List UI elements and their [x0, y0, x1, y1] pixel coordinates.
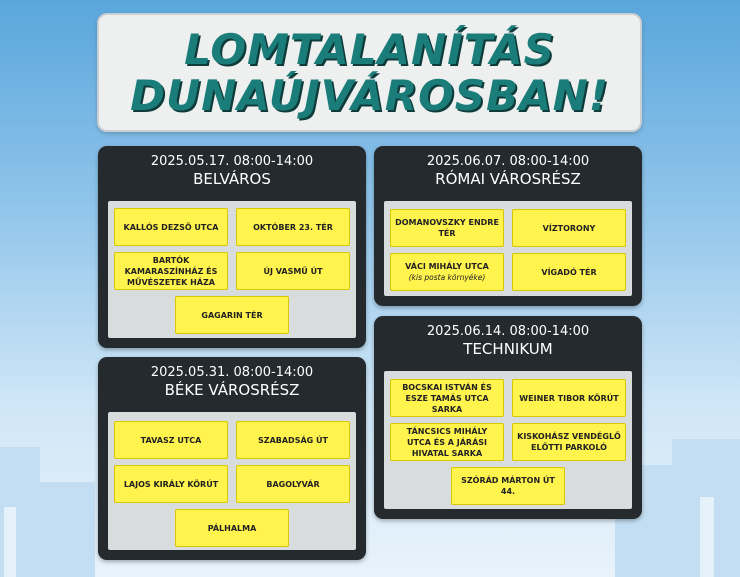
location-tile [390, 253, 504, 291]
location-tile: BOCSKAI ISTVÁN ÉS ESZE TAMÁS UTCA SARKA [390, 379, 504, 417]
panel-district-name: BÉKE VÁROSRÉSZ [164, 381, 300, 399]
location-tile: VÍZTORONY [512, 209, 626, 247]
location-tile: BARTÓK KAMARASZÍNHÁZ ÉS MŰVÉSZETEK HÁZA [114, 252, 228, 290]
panel-district-name: TECHNIKUM [463, 340, 553, 358]
location-tile: TAVASZ UTCA [114, 421, 228, 459]
location-tile: LAJOS KIRÁLY KÖRÚT [114, 465, 228, 503]
title-banner [97, 13, 642, 132]
location-tile: OKTÓBER 23. TÉR [236, 208, 350, 246]
panel-date: 2025.06.14. 08:00-14:00 [426, 324, 590, 339]
panel-body [384, 201, 632, 296]
panel-technikum [374, 316, 642, 519]
panel-body [108, 412, 356, 550]
panel-belvaros [98, 146, 366, 348]
panel-body [384, 371, 632, 509]
panel-body [108, 201, 356, 338]
location-tile: KISKOHÁSZ VENDÉGLŐ ELŐTTI PARKOLÓ [512, 423, 626, 461]
panel-date: 2025.06.07. 08:00-14:00 [426, 154, 590, 169]
location-tile: BAGOLYVÁR [236, 465, 350, 503]
panel-date: 2025.05.31. 08:00-14:00 [150, 365, 314, 380]
location-tile: GAGARIN TÉR [175, 296, 289, 334]
location-note: (kis posta környéke) [408, 273, 486, 282]
location-tile: WEINER TIBOR KÖRÚT [512, 379, 626, 417]
location-name: VÁCI MIHÁLY UTCA [405, 262, 489, 271]
panel-beke-varosresz [98, 357, 366, 560]
location-tile: VÍGADÓ TÉR [512, 253, 626, 291]
panel-district-name: RÓMAI VÁROSRÉSZ [435, 170, 581, 188]
panel-district-name: BELVÁROS [193, 170, 271, 188]
title-line-2: DUNAÚJVÁROSBAN! [130, 71, 609, 120]
location-tile: DOMANOVSZKY ENDRE TÉR [390, 209, 504, 247]
location-tile: TÁNCSICS MIHÁLY UTCA ÉS A JÁRÁSI HIVATAL SARKA [390, 423, 504, 461]
title-line-1: LOMTALANÍTÁS [184, 25, 555, 74]
location-tile: SZABADSÁG ÚT [236, 421, 350, 459]
location-tile: ÚJ VASMŰ ÚT [236, 252, 350, 290]
panel-romai-varosresz [374, 146, 642, 306]
location-tile: SZÓRÁD MÁRTON ÚT 44. [451, 467, 565, 505]
location-tile: PÁLHALMA [175, 509, 289, 547]
location-tile: KALLÓS DEZSŐ UTCA [114, 208, 228, 246]
panel-date: 2025.05.17. 08:00-14:00 [150, 154, 314, 169]
